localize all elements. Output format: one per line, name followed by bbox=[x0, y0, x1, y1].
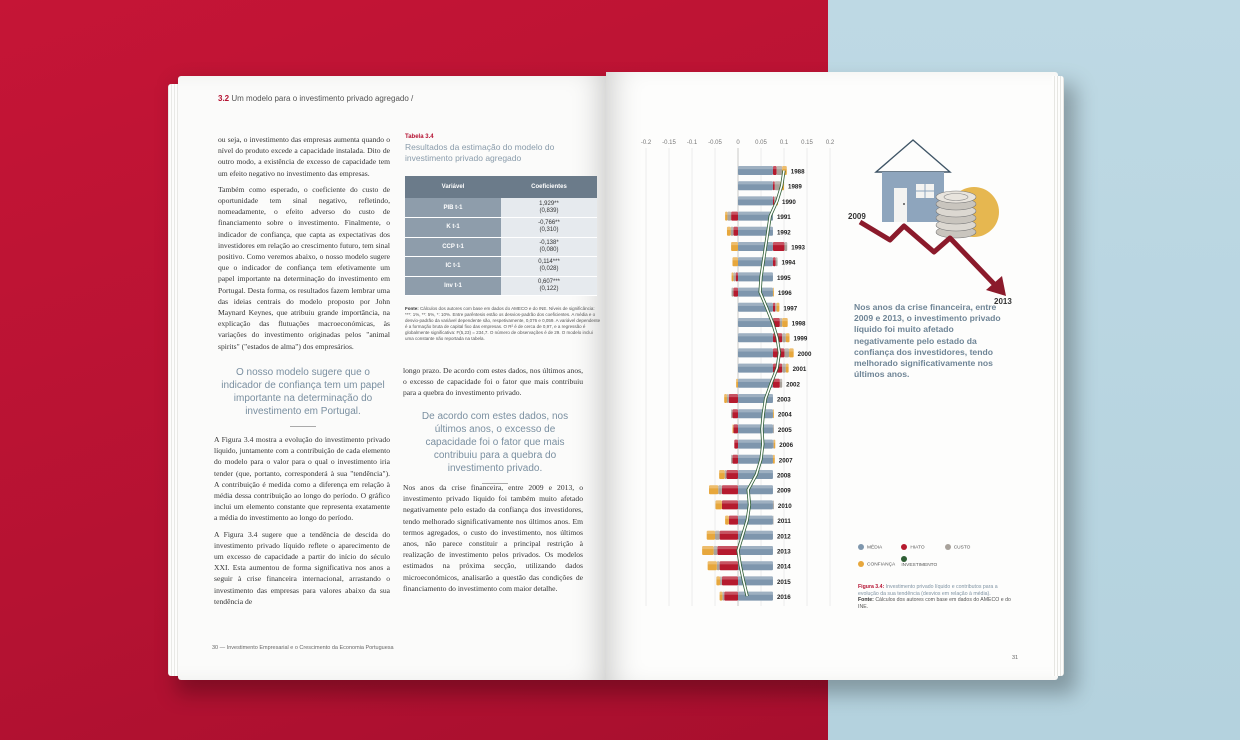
x-tick-label: -0.15 bbox=[662, 140, 676, 146]
year-label: 1994 bbox=[781, 259, 796, 267]
bar-highlight bbox=[738, 500, 773, 503]
legend-swatch bbox=[901, 544, 907, 550]
bar-highlight bbox=[733, 272, 735, 275]
bar-highlight bbox=[718, 485, 722, 488]
bar-highlight bbox=[715, 531, 720, 534]
bar-highlight bbox=[715, 500, 721, 503]
year-label: 1999 bbox=[793, 335, 808, 343]
source-label: Fonte: bbox=[405, 306, 419, 311]
bar-highlight bbox=[786, 333, 790, 336]
bar-highlight bbox=[722, 592, 724, 595]
bar-highlight bbox=[732, 455, 738, 458]
table-header-variable: Variável bbox=[405, 176, 501, 198]
year-label: 1989 bbox=[788, 183, 802, 191]
legend-item: MÉDIA bbox=[858, 544, 900, 550]
bar-highlight bbox=[738, 379, 773, 382]
bar-highlight bbox=[732, 257, 738, 260]
bar-highlight bbox=[773, 181, 775, 184]
bar-highlight bbox=[738, 166, 773, 169]
bar-highlight bbox=[773, 303, 775, 306]
year-label: 2012 bbox=[776, 533, 791, 541]
x-tick-label: 0.15 bbox=[801, 140, 813, 146]
bar-highlight bbox=[709, 485, 718, 488]
year-label: 2010 bbox=[777, 502, 792, 510]
table-source-note bbox=[405, 306, 601, 342]
bar-highlight bbox=[738, 516, 773, 519]
bar-highlight bbox=[738, 318, 773, 321]
bar-highlight bbox=[733, 424, 738, 427]
bar-highlight bbox=[784, 242, 787, 245]
year-label: 1993 bbox=[791, 244, 805, 252]
bar-highlight bbox=[782, 318, 788, 321]
bar-highlight bbox=[716, 576, 720, 579]
year-label: 1990 bbox=[782, 198, 796, 206]
pull-quote-1 bbox=[218, 366, 388, 427]
figure-caption bbox=[858, 584, 1018, 610]
bar-highlight bbox=[738, 561, 773, 564]
section-number: 3.2 bbox=[218, 94, 230, 103]
year-label: 2009 bbox=[776, 487, 791, 495]
bar-highlight bbox=[714, 546, 718, 549]
infographic-callout: Nos anos da crise financeira, entre 2009 e 2013, o investimento privado líquido foi muito afetado negativamente pelo estado da confiança dos investidores, tendo melhorado significativamente nos últimos anos. bbox=[854, 302, 1001, 380]
table-row bbox=[405, 237, 597, 257]
bar-highlight bbox=[738, 348, 773, 351]
regression-table bbox=[405, 176, 597, 296]
legend-swatch bbox=[945, 544, 951, 550]
table-cell-variable: CCP t-1 bbox=[405, 237, 501, 257]
bar-highlight bbox=[773, 500, 774, 503]
bar-highlight bbox=[732, 272, 734, 275]
paragraph: Também como esperado, o coeficiente do custo de oportunidade tem sinal negativo, refletindo, nomeadamente, o efeito adverso do custo de financiamento sobre o investimento. Finalmente, o indicador de confiança, que capta as expectativas dos investidores em relação ao crescimento futuro, tem sinal positivo. Como veremos abaixo, o nosso modelo sugere que o indicador de confiança tem efetivamente um papel importante na determinação do investimento em Portugal. Desta forma, os resultados fazem lembrar uma das ideias centrais do modelo proposto por John Maynard Keynes, que atribuiu grande importância, na explicação das flutuações macroeconómicas, às variações do investimento originadas pelos "animal spirits" ("estados de alma") dos empresários. bbox=[218, 184, 390, 351]
paragraph: A Figura 3.4 mostra a evolução do investimento privado líquido, juntamente com a contribuição de cada elemento do modelo para o valor para o qual o investimento iria tender (que, portanto, corresponderá à sua "tendência"). A contribuição é medida como a diferença em relação à média dessa contribuição ao longo do período. O gráfico inclui um elemento constante que representa exatamente a média do investimento ao longo do período. bbox=[214, 435, 390, 523]
legend-item: CONFIANÇA bbox=[858, 561, 900, 567]
bar-highlight bbox=[736, 379, 738, 382]
year-label: 1988 bbox=[790, 168, 805, 176]
year-label: 1992 bbox=[776, 229, 791, 237]
table-row bbox=[405, 257, 597, 277]
legend-swatch bbox=[858, 561, 864, 567]
section-title: Um modelo para o investimento privado agregado bbox=[231, 94, 409, 103]
bar-highlight bbox=[780, 318, 782, 321]
x-tick-label: -0.2 bbox=[640, 140, 652, 146]
bar-highlight bbox=[782, 166, 787, 169]
table-title-block bbox=[405, 134, 595, 163]
bar-highlight bbox=[738, 288, 773, 291]
bar-highlight bbox=[731, 212, 738, 215]
bar-highlight bbox=[782, 364, 786, 367]
bar-highlight bbox=[722, 576, 738, 579]
bar-highlight bbox=[733, 227, 738, 230]
year-label: 2005 bbox=[777, 426, 792, 434]
bar-highlight bbox=[775, 181, 781, 184]
table-cell-variable: PIB t-1 bbox=[405, 198, 501, 218]
body-column-1-bottom bbox=[214, 434, 390, 612]
year-label: 1996 bbox=[777, 290, 792, 298]
bar-highlight bbox=[738, 485, 773, 488]
bar-highlight bbox=[720, 576, 722, 579]
bar-highlight bbox=[732, 409, 738, 412]
legend-swatch bbox=[858, 544, 864, 550]
table-header-coefficients: Coeficientes bbox=[501, 176, 597, 198]
bar-highlight bbox=[702, 546, 714, 549]
bar-highlight bbox=[725, 212, 727, 215]
year-label: 2011 bbox=[777, 518, 791, 526]
right-page-edges bbox=[1052, 76, 1064, 676]
bar-highlight bbox=[720, 531, 738, 534]
bar-highlight bbox=[717, 561, 720, 564]
house-coins-illustration bbox=[846, 136, 1022, 306]
bar-highlight bbox=[773, 166, 777, 169]
year-label: 2006 bbox=[779, 442, 794, 450]
bar-highlight bbox=[773, 257, 776, 260]
bar-highlight bbox=[776, 257, 778, 260]
bar-highlight bbox=[777, 166, 783, 169]
bar-highlight bbox=[777, 303, 780, 306]
figure-source: Fonte: Cálculos dos autores com base em dados do AMECO e do INE. bbox=[858, 597, 1011, 610]
table-cell-variable: K t-1 bbox=[405, 218, 501, 238]
bar-highlight bbox=[738, 592, 773, 595]
bar-highlight bbox=[774, 440, 775, 443]
bar-highlight bbox=[729, 516, 738, 519]
bar-highlight bbox=[727, 227, 731, 230]
x-tick-label: 0.05 bbox=[755, 140, 767, 146]
legend-item: HIATO bbox=[901, 544, 943, 550]
year-label: 2003 bbox=[776, 396, 791, 404]
bar-highlight bbox=[789, 348, 794, 351]
pull-quote-2 bbox=[410, 410, 580, 484]
bar-highlight bbox=[773, 455, 775, 458]
bar-highlight bbox=[727, 470, 739, 473]
bar-highlight bbox=[738, 257, 773, 260]
x-tick-label: 0 bbox=[736, 140, 740, 146]
legend-swatch bbox=[901, 556, 907, 562]
body-column-2-bottom bbox=[403, 482, 583, 599]
bar-highlight bbox=[731, 455, 732, 458]
bar-highlight bbox=[708, 561, 717, 564]
quote-divider bbox=[290, 426, 316, 427]
legend-item: CUSTO bbox=[945, 544, 987, 550]
bar-highlight bbox=[738, 212, 773, 215]
bar-highlight bbox=[738, 303, 773, 306]
year-label: 2013 bbox=[776, 548, 791, 556]
year-label: 2016 bbox=[776, 594, 791, 602]
year-label: 1997 bbox=[783, 305, 798, 313]
chart-legend bbox=[858, 544, 998, 574]
table-row bbox=[405, 276, 597, 296]
bar-highlight bbox=[733, 288, 738, 291]
bar-highlight bbox=[724, 394, 727, 397]
x-tick-label: -0.05 bbox=[708, 140, 722, 146]
year-label: 1991 bbox=[776, 214, 791, 222]
year-label: 2001 bbox=[792, 366, 807, 374]
bar-highlight bbox=[720, 561, 738, 564]
figure-label: Figura 3.4: bbox=[858, 584, 885, 590]
bar-highlight bbox=[727, 212, 731, 215]
bar-highlight bbox=[731, 227, 734, 230]
bar-highlight bbox=[773, 196, 774, 199]
bar-highlight bbox=[738, 440, 773, 443]
paragraph: ou seja, o investimento das empresas aumenta quando o nível do produto excede a capacidade instalada. Dito de outro modo, a existência de excesso de capacidade tem um efeito negativo no investimento das empresas. bbox=[218, 135, 390, 178]
left-page-footer: 30 — Investimento Empresarial e o Crescimento da Economia Portuguesa bbox=[212, 645, 394, 651]
bar-highlight bbox=[738, 409, 773, 412]
coin-stack-icon bbox=[936, 187, 999, 238]
bar-highlight bbox=[725, 516, 729, 519]
bar-highlight bbox=[736, 272, 738, 275]
bar-highlight bbox=[732, 288, 734, 291]
bar-highlight bbox=[773, 318, 780, 321]
bar-highlight bbox=[738, 272, 773, 275]
illus-year-start: 2009 bbox=[848, 212, 866, 221]
bar-highlight bbox=[773, 242, 785, 245]
bar-highlight bbox=[717, 546, 738, 549]
bar-highlight bbox=[738, 364, 773, 367]
paragraph: Nos anos da crise financeira, entre 2009 e 2013, o investimento privado líquido foi também muito afetado negativamente pelo estado da confiança dos investidores, tendo melhorado significativamente nos últimos anos. Em termos agregados, o custo do investimento, nos últimos anos, não parece constituir a principal restrição à realização de investimento pelos privados. Os modelos estimados na próxima secção, utilizando dados microeconómicos, analisarão a questão das condições de financiamento do investimento com maior detalhe. bbox=[403, 483, 583, 593]
bar-highlight bbox=[773, 288, 774, 291]
table-cell-variable: IC t-1 bbox=[405, 257, 501, 277]
bar-highlight bbox=[722, 500, 738, 503]
paragraph: longo prazo. De acordo com estes dados, nos últimos anos, o excesso de capacidade foi o fator que mais contribuiu para a quebra do investimento privado. bbox=[403, 366, 583, 398]
figure-caption-text: Investimento privado líquido e contributos para a evolução da sua tendência (desvios em relação à média). bbox=[858, 584, 998, 597]
x-tick-label: 0.2 bbox=[825, 140, 835, 146]
bar-highlight bbox=[731, 409, 732, 412]
table-cell-variable: Inv t-1 bbox=[405, 276, 501, 296]
bar-highlight bbox=[773, 516, 774, 519]
bar-highlight bbox=[731, 242, 738, 245]
illus-year-end: 2013 bbox=[994, 297, 1012, 306]
bar-highlight bbox=[719, 470, 725, 473]
table-cell-coef: -0,138* (0,080) bbox=[501, 237, 597, 257]
table-row bbox=[405, 198, 597, 218]
table-cell-coef: 0,114*** (0,028) bbox=[501, 257, 597, 277]
bar-highlight bbox=[773, 409, 774, 412]
legend-item: INVESTIMENTO bbox=[901, 556, 943, 567]
bar-highlight bbox=[725, 470, 727, 473]
bar-highlight bbox=[738, 181, 773, 184]
table-label: Tabela 3.4 bbox=[405, 134, 434, 140]
table-row bbox=[405, 218, 597, 238]
bar-highlight bbox=[782, 333, 786, 336]
pull-quote-text: De acordo com estes dados, nos últimos anos, o excesso de capacidade foi o fator que mais contribuiu para a quebra do investimento privado. bbox=[421, 411, 569, 474]
year-label: 2014 bbox=[776, 563, 791, 571]
year-label: 2002 bbox=[786, 381, 800, 389]
bar-highlight bbox=[738, 424, 773, 427]
bar-highlight bbox=[720, 592, 723, 595]
x-tick-label: 0.1 bbox=[779, 140, 789, 146]
year-label: 2004 bbox=[777, 411, 792, 419]
pull-quote-text: O nosso modelo sugere que o indicador de confiança tem um papel importante na determinação do investimento em Portugal. bbox=[221, 367, 385, 417]
year-label: 2007 bbox=[778, 457, 793, 465]
bar-highlight bbox=[773, 440, 774, 443]
x-tick-label: -0.1 bbox=[686, 140, 698, 146]
bar-highlight bbox=[707, 531, 715, 534]
year-label: 2000 bbox=[797, 350, 812, 358]
table-cell-coef: 0,607*** (0,122) bbox=[501, 276, 597, 296]
year-label: 1998 bbox=[791, 320, 806, 328]
header-slash: / bbox=[411, 94, 414, 103]
bar-highlight bbox=[738, 333, 773, 336]
running-header bbox=[218, 94, 413, 103]
bar-highlight bbox=[729, 394, 738, 397]
stacked-bar-infographic bbox=[630, 128, 860, 608]
bar-highlight bbox=[775, 303, 776, 306]
bar-highlight bbox=[738, 196, 773, 199]
table-title: Resultados da estimação do modelo do investimento privado agregado bbox=[405, 142, 555, 163]
table-cell-coef: -0,766** (0,310) bbox=[501, 218, 597, 238]
bar-highlight bbox=[734, 440, 738, 443]
body-column-1-top bbox=[218, 134, 390, 357]
right-page-footer: 31 bbox=[1012, 655, 1019, 661]
bar-highlight bbox=[773, 424, 774, 427]
bar-highlight bbox=[738, 455, 773, 458]
paragraph: A Figura 3.4 sugere que a tendência de descida do investimento privado líquido reflete o aparecimento de um excesso de capacidade a partir do início do século XXI. Esta aumentou de forma significativa nos anos a seguir à crise financeira internacional, arrastando o investimento das empresas para valores abaixo da sua tendência de bbox=[214, 529, 390, 606]
year-label: 1995 bbox=[776, 274, 791, 282]
bar-highlight bbox=[738, 546, 773, 549]
bar-highlight bbox=[786, 364, 789, 367]
bar-highlight bbox=[784, 348, 789, 351]
year-label: 2015 bbox=[776, 578, 791, 586]
bar-highlight bbox=[732, 424, 733, 427]
body-column-2-top bbox=[403, 365, 583, 404]
bar-highlight bbox=[724, 592, 738, 595]
bar-highlight bbox=[727, 394, 729, 397]
table-cell-coef: 1,929** (0,839) bbox=[501, 198, 597, 218]
source-text: Cálculos dos autores com base em dados do AMECO e do INE. Níveis de significância: ***: 1%, **: 5%, *: 10%. Entre parêntesis estão os desvios-padrão dos coeficientes. A média e o desvio-padrão da variável dependente são, respetivamente, 0,076 e 0,059. A variável dependente é a formação bruta de capital fixo das empresas. O R² é de cerca de 0,97, e a regressão é globalmente significativa: F(5,23) = 234,7. O número de observações é de 29. O modelo inclui uma constante não reportada na tabela. bbox=[405, 306, 601, 341]
year-label: 2008 bbox=[776, 472, 791, 480]
bar-highlight bbox=[780, 379, 782, 382]
bar-highlight bbox=[722, 485, 738, 488]
